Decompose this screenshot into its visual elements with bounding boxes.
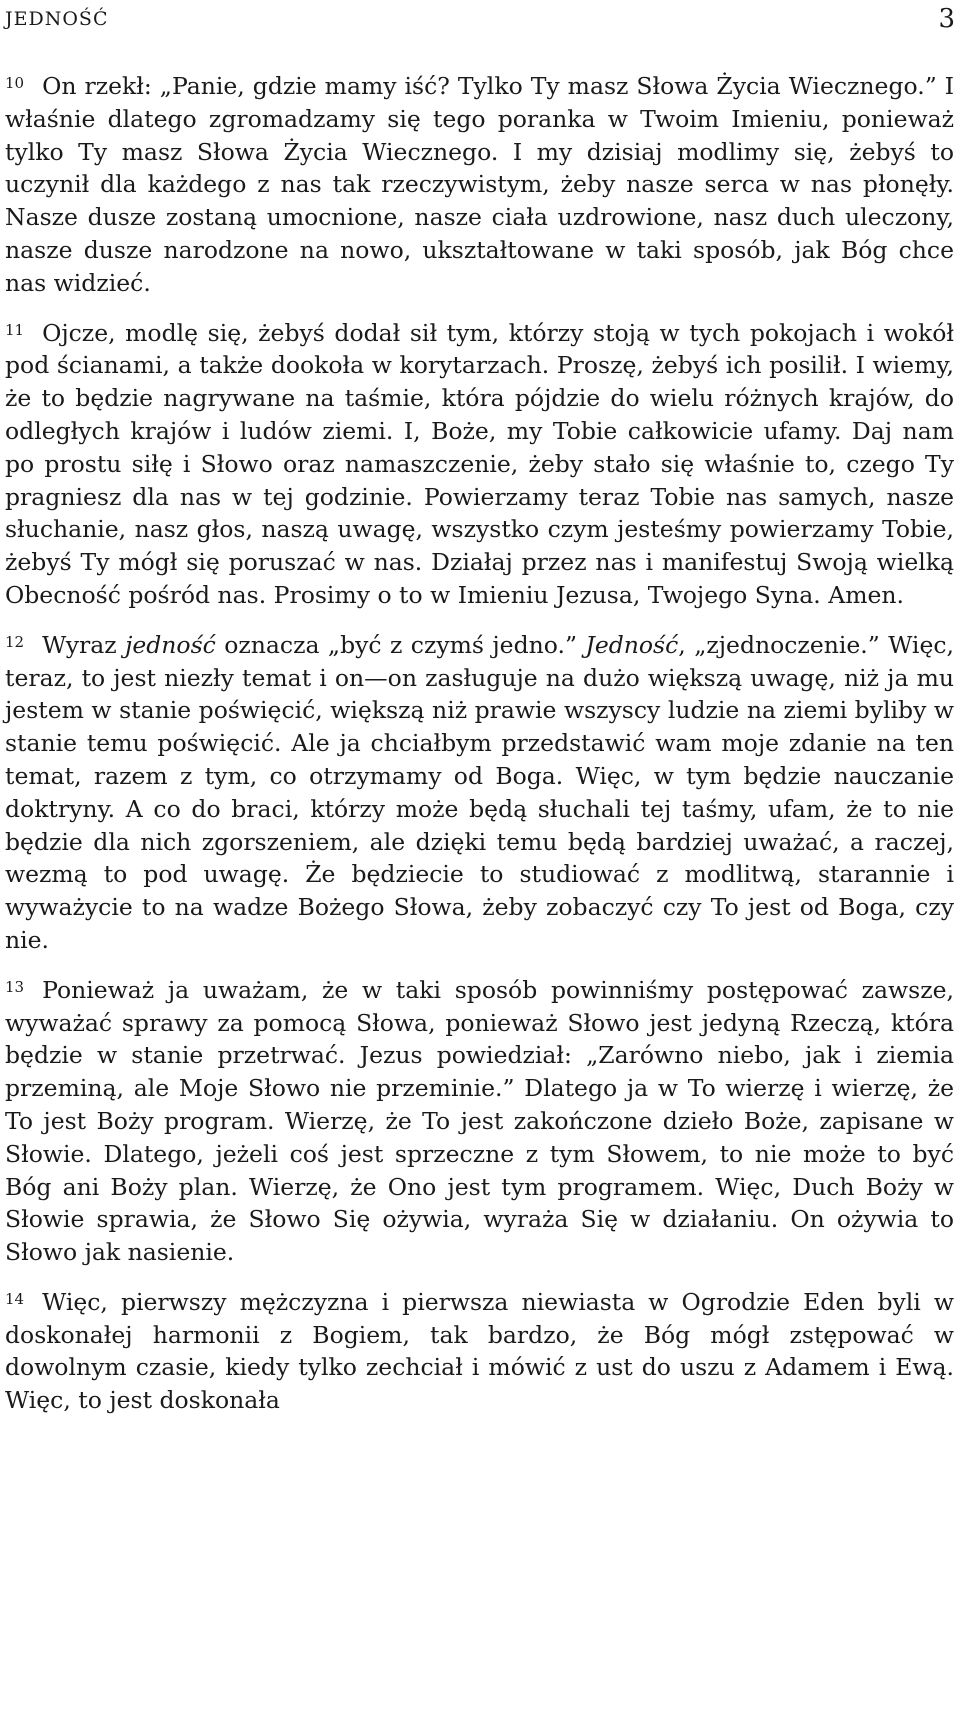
running-title: JEDNOŚĆ — [5, 8, 109, 30]
paragraph-text: Ponieważ ja uważam, że w taki sposób powinniśmy postępować zawsze, wyważać sprawy za pomocą Słowa, ponieważ Słowo jest jedyną Rzeczą, która będzie w stanie przetrwać. Jezus powiedział: „Zarówno niebo, jak i ziemia przeminą, ale Moje Słowo nie przeminie.” Dlatego ja w To wierzę i wierzę, że To jest Boży program. Wierzę, że To jest zakończone dzieło Boże, zapisane w Słowie. Dlatego, jeżeli coś jest sprzeczne z tym Słowem, to nie może to być Bóg ani Boży plan. Wierzę, że Ono jest tym programem. Więc, Duch Boży w Słowie sprawia, że Słowo Się ożywia, wyraża Się w działaniu. On ożywia to Słowo jak nasienie. — [5, 975, 954, 1267]
paragraph-text: On rzekł: „Panie, gdzie mamy iść? Tylko Ty masz Słowa Życia Wiecznego.” I właśnie dlatego zgromadzamy się tego poranka w Twoim Imieniu, ponieważ tylko Ty masz Słowa Życia Wiecznego. I my dzisiaj modlimy się, żebyś to uczynił dla każdego z nas tak rzeczywistym, żeby nasze serca w nas płonęły. Nasze dusze zostaną umocnione, nasze ciała uzdrowione, nasz duch uleczony, nasze dusze narodzone na nowo, ukształtowane w taki sposób, jak Bóg chce nas widzieć. — [5, 72, 954, 297]
paragraph-number: 13 — [5, 977, 25, 996]
page-header — [5, 4, 955, 34]
paragraph-14 — [5, 1283, 954, 1417]
paragraph-13 — [5, 971, 954, 1269]
page-number: 3 — [938, 4, 955, 34]
paragraph-10 — [5, 67, 954, 300]
emphasized-term: Jedność — [585, 630, 679, 659]
paragraph-11 — [5, 314, 954, 612]
paragraph-number: 10 — [5, 74, 25, 92]
emphasized-term: jedność — [125, 630, 216, 659]
paragraph-text: Ojcze, modlę się, żebyś dodał sił tym, którzy stoją w tych pokojach i wokół pod ścianami, a także dookoła w korytarzach. Proszę, żebyś ich posilił. I wiemy, że to będzie nagrywane na taśmie, która pójdzie do wielu różnych krajów, do odległych krajów i ludów ziemi. I, Boże, my Tobie całkowicie ufamy. Daj nam po prostu siłę i Słowo oraz namaszczenie, żeby stało się właśnie to, czego Ty pragniesz dla nas w tej godzinie. Powierzamy teraz Tobie nas samych, nasze słuchanie, nasz głos, naszą uwagę, wszystko czym jesteśmy powierzamy Tobie, żebyś Ty mógł się poruszać w nas. Działaj przez nas i manifestuj Swoją wielką Obecność pośród nas. Prosimy o to w Imieniu Jezusa, Twojego Syna. Amen. — [5, 318, 954, 609]
paragraph-number: 11 — [5, 320, 25, 339]
paragraph-number: 14 — [5, 1289, 25, 1308]
document-body — [5, 67, 954, 1431]
paragraph-text: oznacza „być z czymś jedno.” — [215, 630, 586, 659]
paragraph-12 — [5, 626, 954, 957]
paragraph-text: Więc, pierwszy mężczyzna i pierwsza niewiasta w Ogrodzie Eden byli w doskonałej harmonii z Bogiem, tak bardzo, że Bóg mógł zstępować w dowolnym czasie, kiedy tylko zechciał i mówić z ust do uszu z Adamem i Ewą. Więc, to jest doskonała — [5, 1287, 954, 1415]
paragraph-text: Wyraz — [42, 630, 126, 659]
paragraph-text: , „zjednoczenie.” Więc, teraz, to jest niezły temat i on—on zasługuje na dużo większą uwagę, niż ja mu jestem w stanie poświęcić, większą niż prawie wszyscy ludzie na ziemi byliby w stanie temu poświęcić. Ale ja chciałbym przedstawić wam moje zdanie na ten temat, razem z tym, co otrzymamy od Boga. Więc, w tym będzie nauczanie doktryny. A co do braci, którzy może będą słuchali tej taśmy, ufam, że to nie będzie dla nich zgorszeniem, ale dzięki temu będą bardziej uważać, a raczej, wezmą to pod uwagę. Że będziecie to studiować z modlitwą, starannie i wyważycie to na wadze Bożego Słowa, żeby zobaczyć czy To jest od Boga, czy nie. — [5, 630, 954, 954]
paragraph-number: 12 — [5, 632, 25, 651]
